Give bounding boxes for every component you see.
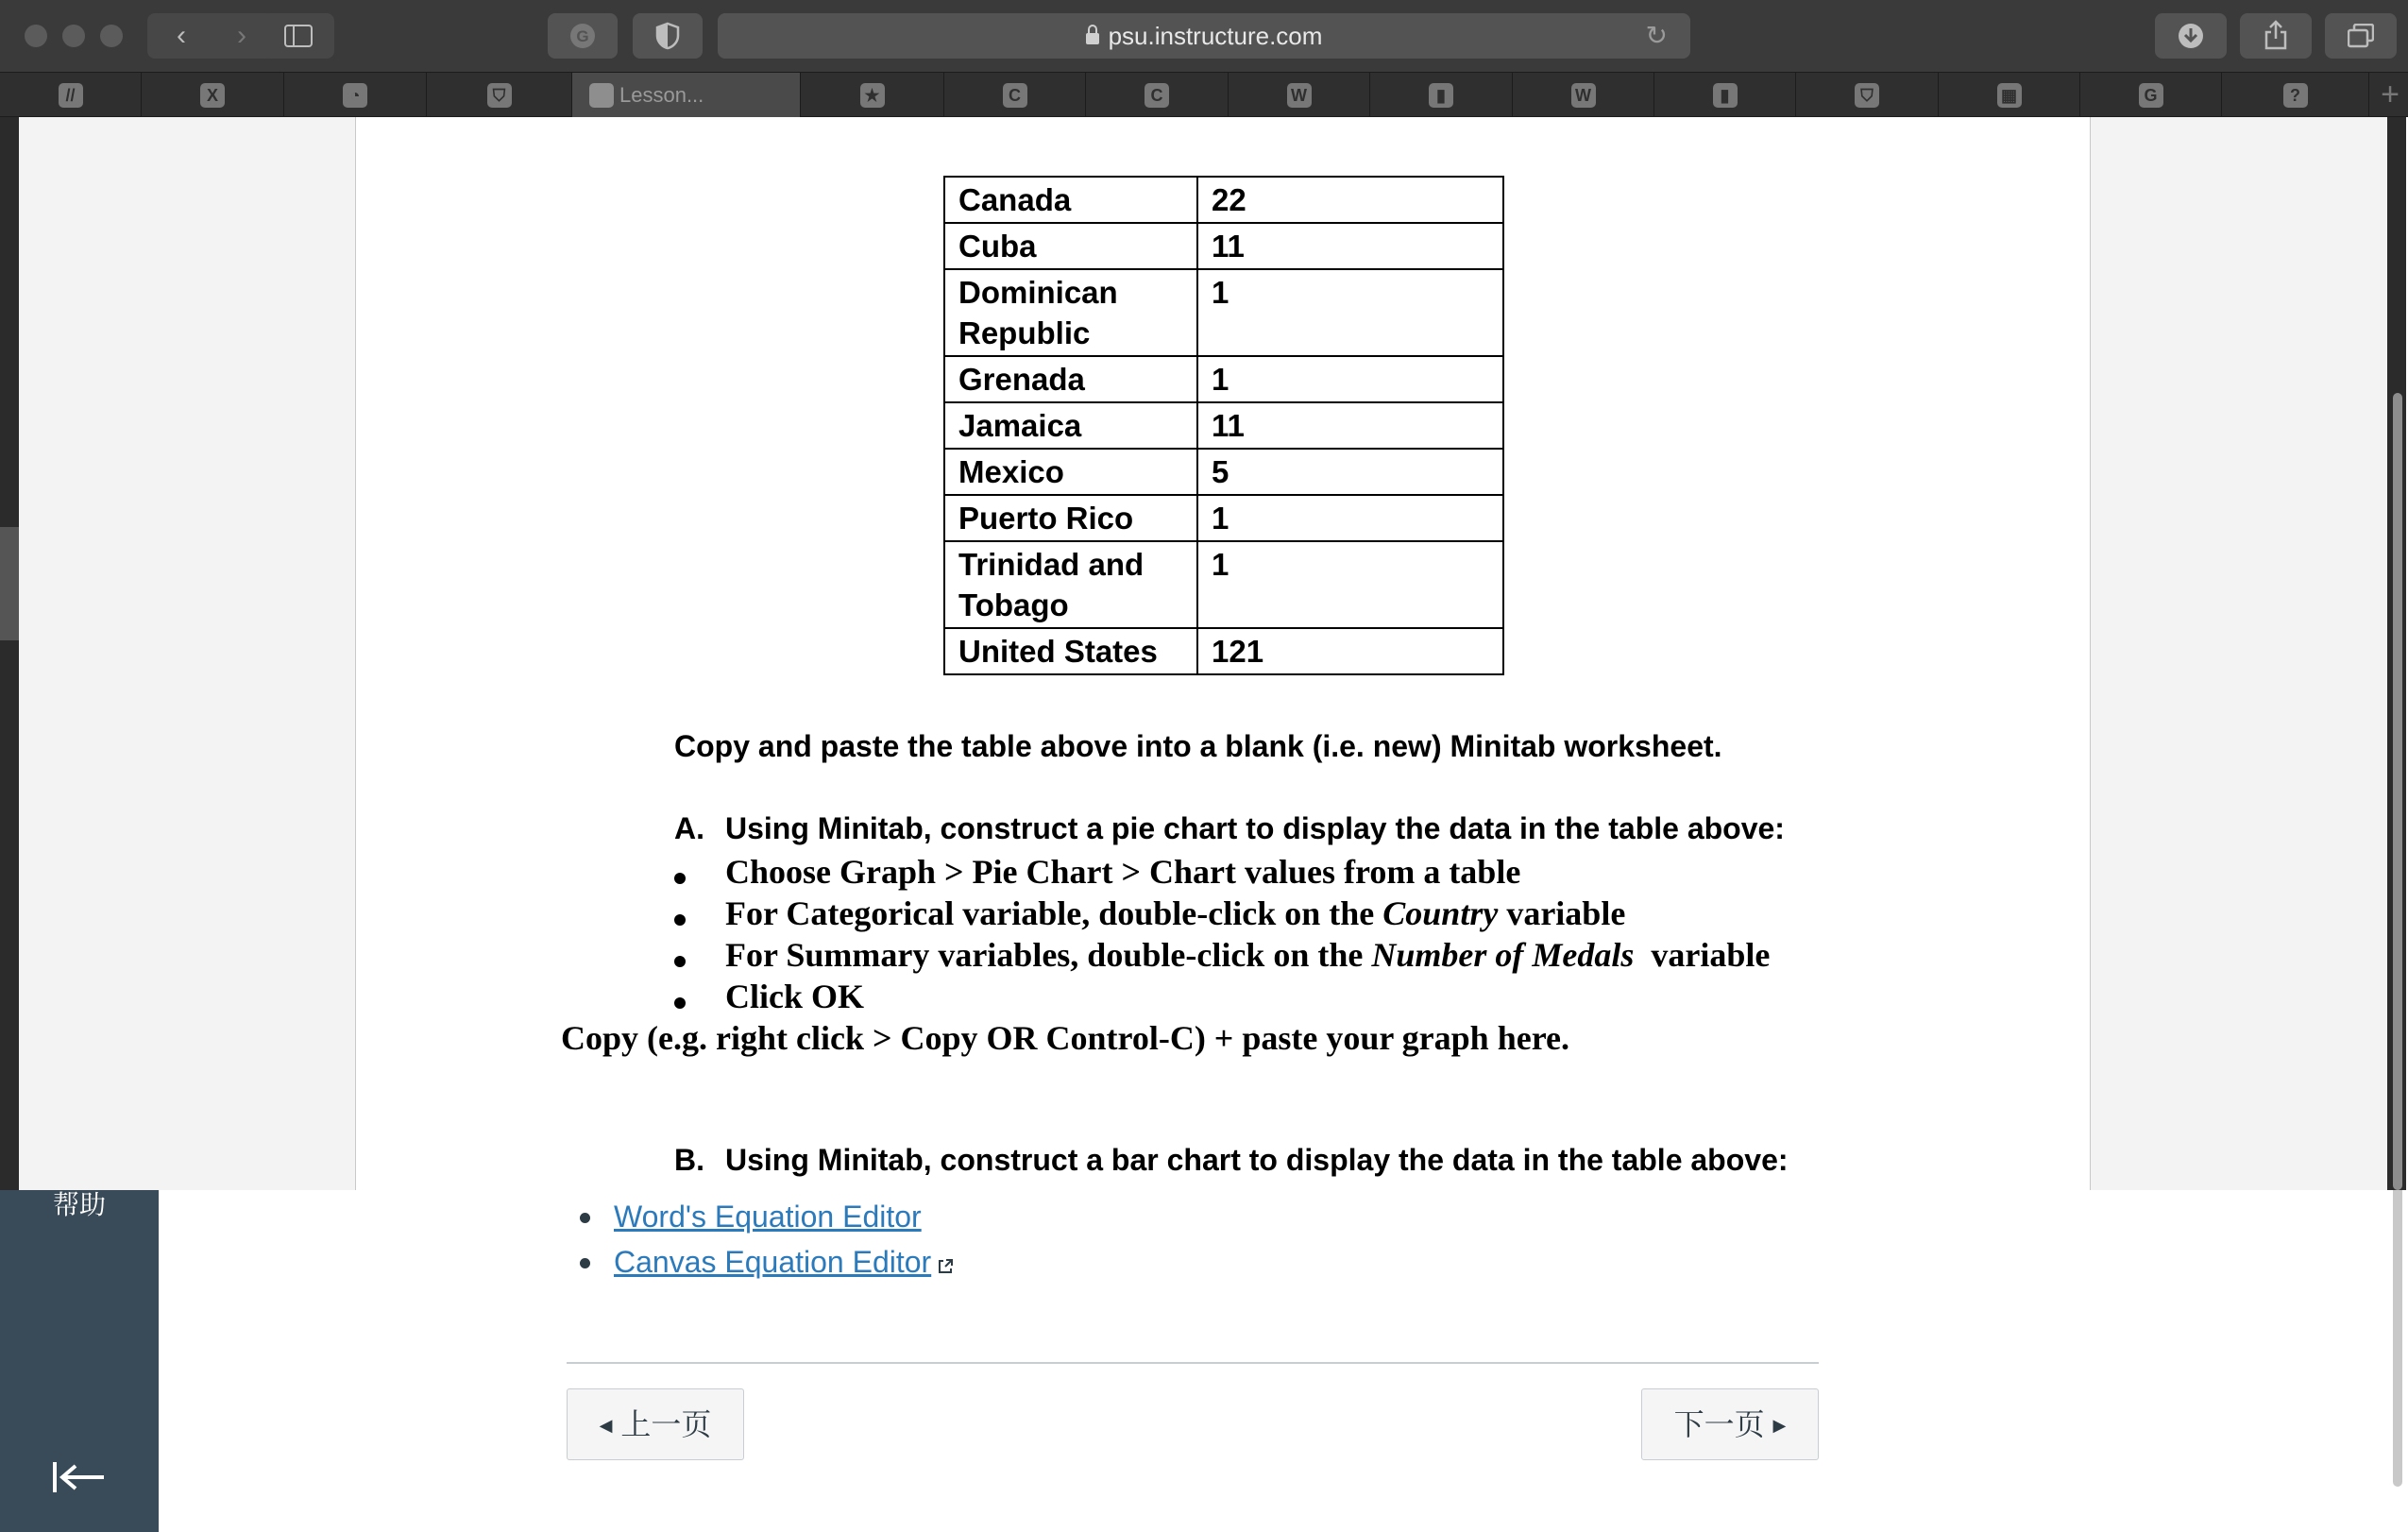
bookmark-icon: ▮ [1713,83,1738,108]
shield-logo-icon: ⛉ [487,83,512,108]
country-cell: Puerto Rico [944,495,1197,541]
list-item [567,1239,954,1285]
medals-cell: 1 [1197,495,1503,541]
part-a-text: Using Minitab, construct a pie chart to display the data in the table above: [725,811,1785,845]
help-nav-item[interactable]: 帮助 [52,1190,106,1219]
resource-links [567,1194,954,1285]
tab-10[interactable] [1370,73,1513,118]
table-row [944,541,1503,628]
reload-icon[interactable]: ↻ [1645,21,1668,50]
sidebar-toggle-button[interactable] [263,13,334,59]
table-row [944,402,1503,449]
medals-table [943,176,1504,675]
c-icon: C [1003,83,1027,108]
tab-lesson-label: Lesson... [619,83,704,107]
privacy-extension-button[interactable] [633,13,703,59]
tab-7[interactable] [944,73,1086,118]
url-text: psu.instructure.com [1108,22,1323,50]
previous-label: 上一页 [620,1407,712,1441]
w-icon: W [1287,83,1312,108]
list-item [567,1194,954,1239]
shield-icon [655,22,680,50]
medals-cell: 1 [1197,356,1503,402]
back-icon[interactable]: ‹ [177,20,186,51]
minimize-window-button[interactable] [62,25,85,47]
pen-icon: // [59,83,83,108]
tab-4[interactable] [427,73,572,118]
paste-instruction: Copy (e.g. right click > Copy OR Control-C) + paste your graph here. [561,1019,1569,1057]
bookmark-icon: ▮ [1429,83,1453,108]
step-2-post: variable [1498,894,1626,932]
step-2 [725,894,1625,933]
circle-logo-icon: ◔ [343,83,367,108]
external-link-icon [937,1258,954,1275]
word-equation-editor-link[interactable]: Word's Equation Editor [614,1200,922,1234]
bullet-icon [674,873,686,884]
medals-cell: 121 [1197,628,1503,674]
step-3-emphasis: Number of Medals [1371,936,1635,974]
medals-cell: 22 [1197,177,1503,223]
grid-icon: ▦ [1997,83,2022,108]
download-icon [2178,23,2204,49]
step-2-pre: For Categorical variable, double-click on the [725,894,1383,932]
tab-2[interactable] [142,73,284,118]
back-forward-group [147,13,276,59]
share-icon [2264,20,2288,50]
address-bar[interactable] [718,13,1690,59]
previous-page-button[interactable] [567,1388,744,1460]
tab-9[interactable] [1229,73,1370,118]
table-row [944,449,1503,495]
medals-cell: 5 [1197,449,1503,495]
sidebar-icon [284,25,313,47]
viewer-scroll-thumb[interactable] [2393,393,2402,1190]
tab-14[interactable] [1939,73,2080,118]
tab-3[interactable] [284,73,427,118]
x-icon: X [200,83,225,108]
share-button[interactable] [2240,13,2312,59]
viewer-background [19,117,2387,1190]
medals-cell: 1 [1197,269,1503,356]
step-3-pre: For Summary variables, double-click on the [725,936,1372,974]
part-a-label: A. [674,811,704,845]
bullet-icon [674,997,686,1009]
country-cell: Mexico [944,449,1197,495]
lesson-icon [589,83,614,108]
country-cell: Canada [944,177,1197,223]
country-cell: Trinidad and Tobago [944,541,1197,628]
part-b-heading [674,1143,1789,1178]
step-2-emphasis: Country [1382,894,1499,932]
c-icon: C [1145,83,1169,108]
tab-13[interactable] [1796,73,1939,118]
tab-lesson-active[interactable] [572,73,801,118]
country-cell: United States [944,628,1197,674]
medals-cell: 1 [1197,541,1503,628]
tab-overview-button[interactable] [2325,13,2397,59]
next-label: 下一页 [1673,1407,1765,1441]
country-cell: Cuba [944,223,1197,269]
divider [567,1362,1819,1364]
step-3 [725,935,1770,975]
star-icon: ★ [860,83,885,108]
canvas-equation-editor-link[interactable]: Canvas Equation Editor [614,1245,932,1279]
table-row [944,356,1503,402]
part-b-label: B. [674,1143,704,1177]
help-circle-icon: ? [2283,83,2308,108]
bullet-icon [674,914,686,926]
viewer-edge-marker [0,527,19,640]
table-row [944,628,1503,674]
grammarly-extension-button[interactable] [548,13,618,59]
table-row [944,495,1503,541]
document-viewer [0,117,2406,1190]
tab-12[interactable] [1654,73,1796,118]
tab-8[interactable] [1086,73,1229,118]
part-b-text: Using Minitab, construct a bar chart to display the data in the table above: [725,1143,1789,1177]
tab-11[interactable] [1513,73,1654,118]
step-4: Click OK [725,978,865,1015]
tab-6[interactable] [801,73,944,118]
forward-icon[interactable]: › [237,20,246,51]
w-icon: W [1571,83,1596,108]
table-row [944,223,1503,269]
viewer-scrollbar[interactable] [2387,117,2406,1190]
caret-right-icon: ▶ [1772,1416,1787,1435]
part-a-heading [674,811,1785,846]
collapse-nav-icon[interactable] [51,1458,108,1496]
svg-text:G: G [576,27,589,45]
g-icon: G [2139,83,2163,108]
medals-cell: 11 [1197,402,1503,449]
country-cell: Grenada [944,356,1197,402]
country-cell: Dominican Republic [944,269,1197,356]
tab-1[interactable] [0,73,142,118]
shield-logo-icon: ⛉ [1855,83,1879,108]
next-page-button[interactable] [1641,1388,1819,1460]
grammarly-icon [568,22,597,50]
close-window-button[interactable] [25,25,47,47]
table-row [944,177,1503,223]
tab-bar [0,72,2408,117]
tab-15[interactable] [2080,73,2222,118]
lock-icon [1086,33,1099,44]
table-row [944,269,1503,356]
caret-left-icon: ◀ [599,1416,613,1435]
zoom-window-button[interactable] [100,25,123,47]
country-cell: Jamaica [944,402,1197,449]
new-tab-button[interactable]: + [2381,77,2400,112]
document-page [355,117,2091,1190]
medals-cell: 11 [1197,223,1503,269]
downloads-button[interactable] [2155,13,2227,59]
step-1: Choose Graph > Pie Chart > Chart values from a table [725,853,1521,891]
viewer-left-edge [0,117,19,1190]
browser-titlebar [0,0,2408,72]
intro-text: Copy and paste the table above into a blank (i.e. new) Minitab worksheet. [674,729,1722,763]
tabs-overview-icon [2348,24,2374,48]
tab-16[interactable] [2222,73,2369,118]
bullet-icon [674,956,686,967]
step-3-post: variable [1634,936,1771,974]
